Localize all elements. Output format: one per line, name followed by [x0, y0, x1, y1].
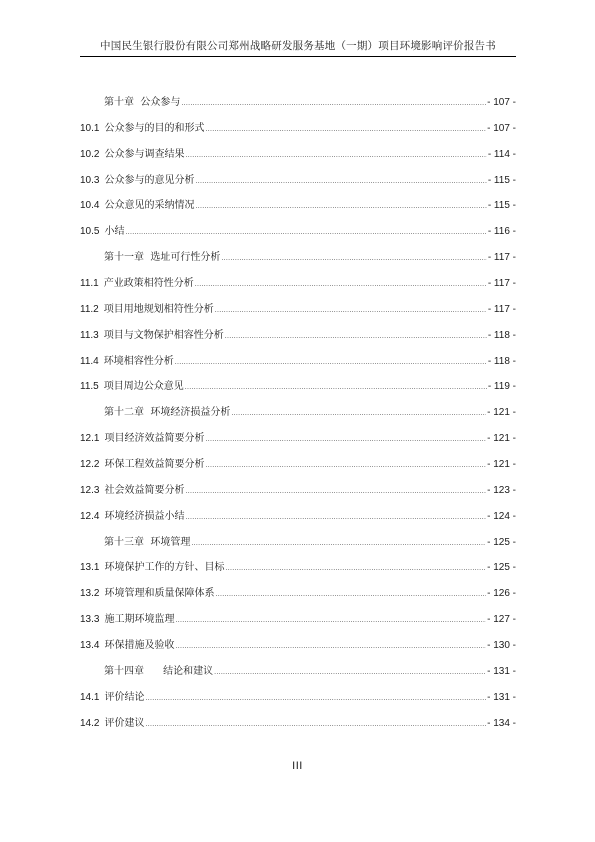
toc-entry-title: 评价结论	[104, 691, 145, 703]
toc-entry-label	[80, 326, 224, 346]
toc-entry-label	[104, 248, 220, 268]
toc-entry-label	[80, 481, 184, 501]
toc-section-number: 10.3	[80, 174, 100, 186]
toc-section-entry[interactable]	[80, 610, 516, 636]
toc-dot-leader	[185, 146, 486, 166]
toc-entry-title: 环境经济损益小结	[104, 510, 185, 522]
toc-entry-label	[80, 196, 194, 216]
toc-entry-label	[80, 171, 194, 191]
toc-section-entry[interactable]	[80, 455, 516, 481]
toc-section-number: 11.5	[80, 381, 99, 393]
toc-section-entry[interactable]	[80, 352, 516, 378]
page-number: III	[292, 760, 303, 772]
toc-page-number: - 117 -	[487, 303, 516, 315]
toc-section-number: 12.4	[80, 510, 100, 522]
toc-section-number: 12.1	[80, 433, 100, 445]
toc-page-number: - 125 -	[487, 562, 516, 574]
toc-section-number: 10.4	[80, 200, 100, 212]
toc-entry-label	[80, 222, 124, 242]
toc-section-number: 11.2	[80, 303, 99, 315]
toc-dot-leader	[215, 301, 487, 321]
toc-chapter-entry[interactable]	[80, 248, 516, 274]
toc-entry-title: 第十二章 环境经济损益分析	[104, 407, 231, 419]
toc-entry-title: 第十三章 环境管理	[104, 536, 191, 548]
toc-entry-title: 项目与文物保护相容性分析	[103, 329, 224, 341]
toc-entry-label	[80, 429, 204, 449]
toc-entry-title: 公众参与的意见分析	[104, 174, 195, 186]
toc-entry-title: 公众意见的采纳情况	[104, 200, 195, 212]
toc-page-number: - 115 -	[487, 174, 516, 186]
toc-section-entry[interactable]	[80, 326, 516, 352]
toc-entry-title: 环境保护工作的方针、目标	[104, 562, 225, 574]
toc-entry-title: 公众参与的目的和形式	[104, 122, 205, 134]
toc-page-number: - 126 -	[487, 588, 516, 600]
toc-dot-leader	[185, 378, 487, 398]
toc-dot-leader	[215, 585, 486, 605]
toc-section-number: 14.2	[80, 717, 100, 729]
toc-page-number: - 124 -	[487, 510, 516, 522]
toc-page-number: - 107 -	[487, 122, 516, 134]
toc-section-number: 10.2	[80, 148, 100, 160]
toc-section-number: 14.1	[80, 691, 100, 703]
toc-entry-title: 环保措施及验收	[104, 640, 175, 652]
toc-page-number: - 117 -	[487, 252, 516, 264]
toc-entry-label	[80, 610, 174, 630]
toc-section-number: 11.1	[80, 278, 99, 290]
toc-page-number: - 107 -	[487, 97, 516, 108]
toc-section-number: 11.3	[80, 329, 99, 341]
toc-dot-leader	[125, 223, 486, 243]
toc-page-number: - 118 -	[487, 329, 516, 341]
toc-entry-label	[80, 507, 184, 527]
toc-dot-leader	[221, 249, 486, 269]
toc-dot-leader	[205, 456, 486, 476]
toc-entry-title: 项目用地规划相符性分析	[103, 303, 214, 315]
toc-dot-leader	[191, 534, 486, 554]
toc-page-number: - 118 -	[487, 355, 516, 367]
toc-section-entry[interactable]	[80, 481, 516, 507]
toc-entry-title: 项目周边公众意见	[103, 381, 184, 393]
toc-section-number: 13.4	[80, 640, 100, 652]
toc-page-number: - 121 -	[487, 407, 516, 419]
toc-entry-label	[80, 584, 214, 604]
toc-entry-label	[104, 533, 190, 553]
toc-entry-label	[80, 688, 144, 708]
toc-section-entry[interactable]	[80, 558, 516, 584]
toc-entry-title: 项目经济效益简要分析	[104, 433, 205, 445]
toc-section-number: 11.4	[80, 355, 99, 367]
toc-entry-title: 产业政策相符性分析	[103, 278, 194, 290]
toc-entry-label	[104, 93, 180, 113]
toc-page-number: - 130 -	[487, 640, 516, 652]
toc-page-number: - 119 -	[487, 381, 516, 393]
toc-section-entry[interactable]	[80, 714, 516, 740]
toc-entry-title: 评价建议	[104, 717, 145, 729]
toc-page-number: - 134 -	[487, 717, 516, 729]
toc-section-number: 10.5	[80, 226, 100, 238]
toc-entry-label	[80, 274, 194, 294]
toc-section-entry[interactable]	[80, 196, 516, 222]
toc-section-number: 12.2	[80, 459, 100, 471]
toc-entry-title: 施工期环境监理	[104, 614, 175, 626]
toc-page-number: - 131 -	[487, 665, 516, 677]
toc-chapter-entry[interactable]	[80, 662, 516, 688]
toc-entry-title: 环保工程效益简要分析	[104, 459, 205, 471]
toc-entry-title: 第十四章 结论和建议	[104, 665, 214, 677]
toc-section-number: 13.2	[80, 588, 100, 600]
toc-dot-leader	[195, 197, 486, 217]
toc-section-entry[interactable]	[80, 222, 516, 248]
toc-entry-label	[80, 558, 224, 578]
header-rule	[80, 56, 516, 57]
toc-page-number: - 131 -	[487, 691, 516, 703]
toc-entry-title: 环境管理和质量保障体系	[104, 588, 215, 600]
toc-dot-leader	[181, 94, 486, 114]
toc-dot-leader	[205, 430, 486, 450]
toc-entry-label	[104, 403, 230, 423]
table-of-contents	[80, 93, 516, 739]
toc-entry-label	[80, 145, 184, 165]
toc-dot-leader	[205, 120, 486, 140]
toc-entry-label	[104, 662, 213, 682]
toc-entry-title: 第十章 公众参与	[104, 97, 181, 108]
toc-entry-label	[80, 119, 204, 139]
toc-section-number: 10.1	[80, 122, 100, 134]
toc-entry-title: 小结	[104, 226, 125, 238]
toc-page-number: - 114 -	[487, 148, 516, 160]
toc-section-entry[interactable]	[80, 377, 516, 403]
toc-entry-title: 第十一章 选址可行性分析	[104, 252, 221, 264]
toc-chapter-entry[interactable]	[80, 93, 516, 119]
toc-page-number: - 116 -	[487, 226, 516, 238]
toc-section-entry[interactable]	[80, 171, 516, 197]
toc-section-entry[interactable]	[80, 507, 516, 533]
toc-section-entry[interactable]	[80, 584, 516, 610]
toc-entry-title: 社会效益简要分析	[104, 484, 185, 496]
toc-entry-title: 公众参与调查结果	[104, 148, 185, 160]
toc-section-entry[interactable]	[80, 688, 516, 714]
toc-dot-leader	[231, 404, 486, 424]
toc-page-number: - 121 -	[487, 459, 516, 471]
toc-dot-leader	[145, 689, 486, 709]
toc-dot-leader	[195, 172, 486, 192]
toc-section-entry[interactable]	[80, 145, 516, 171]
toc-dot-leader	[225, 327, 487, 347]
toc-page-number: - 123 -	[487, 484, 516, 496]
toc-page-number: - 115 -	[487, 200, 516, 212]
toc-section-number: 12.3	[80, 484, 100, 496]
running-header: 中国民生银行股份有限公司郑州战略研发服务基地（一期）项目环境影响评价报告书	[100, 40, 496, 52]
toc-section-number: 13.1	[80, 562, 100, 574]
toc-dot-leader	[175, 611, 486, 631]
toc-chapter-entry[interactable]	[80, 533, 516, 559]
toc-section-entry[interactable]	[80, 300, 516, 326]
toc-dot-leader	[185, 508, 486, 528]
toc-section-entry[interactable]	[80, 636, 516, 662]
toc-dot-leader	[145, 715, 486, 735]
toc-page-number: - 127 -	[487, 614, 516, 626]
toc-entry-label	[80, 377, 184, 397]
toc-entry-label	[80, 455, 204, 475]
toc-entry-label	[80, 714, 144, 734]
toc-section-number: 13.3	[80, 614, 100, 626]
toc-chapter-entry[interactable]	[80, 403, 516, 429]
toc-section-entry[interactable]	[80, 429, 516, 455]
toc-dot-leader	[214, 663, 486, 683]
toc-dot-leader	[175, 353, 487, 373]
toc-page-number: - 121 -	[487, 433, 516, 445]
toc-page-number: - 125 -	[487, 536, 516, 548]
toc-entry-title: 环境相容性分析	[103, 355, 174, 367]
toc-entry-label	[80, 352, 174, 372]
toc-dot-leader	[175, 637, 486, 657]
toc-entry-label	[80, 636, 174, 656]
toc-dot-leader	[185, 482, 486, 502]
toc-entry-label	[80, 300, 214, 320]
toc-dot-leader	[225, 559, 486, 579]
toc-page-number: - 117 -	[487, 278, 516, 290]
toc-section-entry[interactable]	[80, 119, 516, 145]
toc-dot-leader	[195, 275, 487, 295]
toc-section-entry[interactable]	[80, 274, 516, 300]
